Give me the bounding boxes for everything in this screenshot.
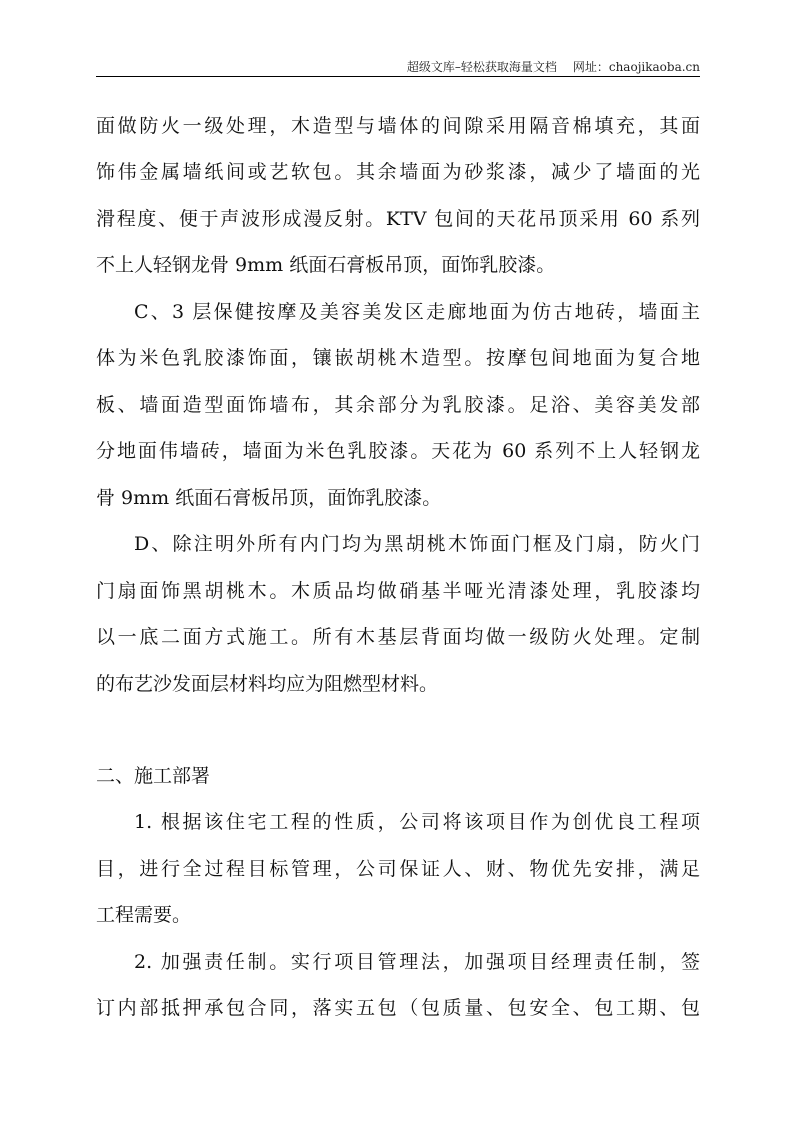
body-line: 分地面伟墙砖，墙面为米色乳胶漆。天花为 60 系列不上人轻钢龙 bbox=[96, 440, 700, 462]
body-line: 不上人轻钢龙骨 9mm 纸面石膏板吊顶，面饰乳胶漆。 bbox=[96, 254, 556, 276]
paragraph-d-first-line: D、除注明外所有内门均为黑胡桃木饰面门框及门扇，防火门 bbox=[134, 533, 700, 555]
body-line: 以一底二面方式施工。所有木基层背面均做一级防火处理。定制 bbox=[96, 626, 700, 648]
item-1-first-line: 1. 根据该住宅工程的性质，公司将该项目作为创优良工程项 bbox=[134, 811, 700, 833]
header-site-name: 超级文库–轻松获取海量文档 bbox=[406, 60, 557, 74]
paragraph-c-first-line: C、3 层保健按摩及美容美发区走廊地面为仿古地砖，墙面主 bbox=[134, 301, 700, 323]
header-text bbox=[407, 58, 700, 75]
item-2-first-line: 2. 加强责任制。实行项目管理法，加强项目经理责任制，签 bbox=[134, 951, 700, 973]
header-url: 网址：chaojikaoba.cn bbox=[572, 60, 700, 74]
body-line: 骨 9mm 纸面石膏板吊顶，面饰乳胶漆。 bbox=[96, 487, 442, 509]
body-line: 门扇面饰黑胡桃木。木质品均做硝基半哑光清漆处理，乳胶漆均 bbox=[96, 580, 700, 602]
body-line: 面做防火一级处理，木造型与墙体的间隙采用隔音棉填充，其面 bbox=[96, 115, 700, 137]
body-line: 订内部抵押承包合同，落实五包（包质量、包安全、包工期、包 bbox=[96, 997, 700, 1019]
body-line: 工程需要。 bbox=[96, 904, 192, 926]
body-line: 的布艺沙发面层材料均应为阻燃型材料。 bbox=[96, 673, 439, 695]
body-line: 体为米色乳胶漆饰面，镶嵌胡桃木造型。按摩包间地面为复合地 bbox=[96, 347, 700, 369]
body-line: 饰伟金属墙纸间或艺软包。其余墙面为砂浆漆，减少了墙面的光 bbox=[96, 161, 700, 183]
section-heading: 二、施工部署 bbox=[96, 765, 211, 787]
page-header bbox=[96, 54, 700, 77]
body-line: 滑程度、便于声波形成漫反射。KTV 包间的天花吊顶采用 60 系列 bbox=[96, 208, 700, 230]
body-line: 板、墙面造型面饰墙布，其余部分为乳胶漆。足浴、美容美发部 bbox=[96, 394, 700, 416]
body-line: 目，进行全过程目标管理，公司保证人、财、物优先安排，满足 bbox=[96, 858, 700, 880]
